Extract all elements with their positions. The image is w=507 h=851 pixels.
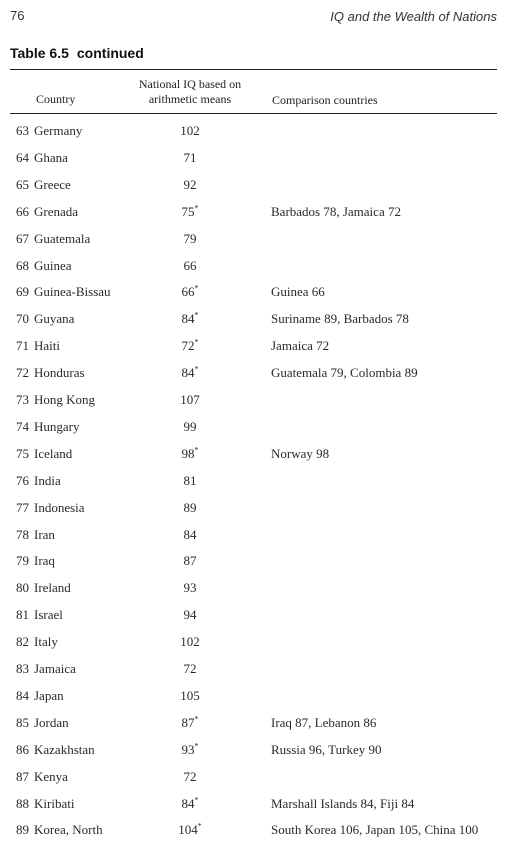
row-number: 63 (16, 123, 29, 138)
iq-value-cell (160, 607, 220, 623)
table-row (0, 419, 507, 446)
table-row (0, 392, 507, 419)
estimate-marker: * (194, 741, 199, 751)
iq-value-cell (160, 742, 220, 758)
iq-value: 84 (181, 311, 195, 327)
iq-value-cell (160, 150, 220, 166)
country-name: Iran (34, 526, 55, 542)
iq-value: 92 (183, 176, 197, 192)
estimate-marker: * (194, 310, 199, 320)
country-name: Guinea (34, 257, 72, 273)
iq-value-cell (160, 365, 220, 381)
iq-value: 102 (180, 634, 200, 650)
iq-value: 98 (181, 445, 195, 461)
iq-value-cell (160, 688, 220, 704)
country-name: Kiribati (34, 795, 75, 811)
estimate-marker: * (197, 822, 202, 832)
estimate-marker: * (194, 364, 199, 374)
iq-value-cell (160, 580, 220, 596)
estimate-marker: * (194, 284, 199, 294)
iq-value-cell (160, 204, 220, 220)
estimate-marker: * (194, 337, 199, 347)
comparison-countries: Norway 98 (271, 445, 330, 461)
iq-value: 84 (181, 795, 195, 811)
country-name: Honduras (34, 365, 85, 381)
estimate-marker: * (194, 445, 199, 455)
iq-value-cell (160, 338, 220, 354)
header-country: Country (36, 92, 76, 106)
table-row (0, 150, 507, 177)
table-row (0, 177, 507, 204)
header-iq-line1: National IQ based on (138, 77, 242, 91)
country-name: Jamaica (34, 661, 76, 676)
row-number: 73 (16, 392, 29, 407)
iq-value-cell (160, 392, 220, 408)
row-number: 67 (16, 230, 29, 246)
iq-value: 71 (183, 149, 197, 165)
iq-value: 107 (180, 392, 200, 407)
row-number: 68 (16, 257, 29, 273)
iq-value: 79 (183, 230, 197, 246)
iq-value: 75 (181, 203, 195, 219)
comparison-countries: South Korea 106, Japan 105, China 100 (271, 822, 479, 838)
row-number: 77 (16, 499, 29, 515)
country-name: Haiti (34, 338, 60, 354)
country-name: Jordan (34, 714, 69, 730)
iq-value: 66 (181, 284, 195, 300)
table-row (0, 607, 507, 634)
row-number: 74 (16, 418, 29, 434)
country-name: Iceland (34, 445, 73, 461)
row-number: 85 (16, 714, 29, 730)
row-number: 80 (16, 580, 29, 596)
iq-value: 105 (180, 687, 200, 703)
row-number: 84 (16, 687, 29, 703)
estimate-marker: * (194, 795, 199, 805)
table-row (0, 553, 507, 580)
row-number: 66 (16, 203, 29, 219)
comparison-countries: Iraq 87, Lebanon 86 (271, 714, 377, 730)
iq-value-cell (160, 419, 220, 435)
table-row (0, 446, 507, 473)
country-name: Grenada (34, 203, 79, 219)
country-name: Guyana (34, 311, 75, 327)
iq-value: 93 (181, 741, 195, 757)
row-number: 78 (16, 526, 29, 542)
iq-value: 72 (183, 661, 197, 676)
country-name: Hungary (34, 418, 80, 434)
table-row (0, 796, 507, 823)
row-number: 70 (16, 311, 29, 327)
header-iq (120, 77, 260, 107)
country-name: Guatemala (34, 230, 91, 246)
header-rule (10, 113, 497, 114)
row-number: 87 (16, 768, 29, 784)
iq-value-cell (160, 231, 220, 247)
table-row (0, 500, 507, 527)
country-name: Germany (34, 123, 83, 138)
country-name: Greece (34, 176, 71, 192)
iq-value: 84 (183, 526, 197, 542)
iq-value: 72 (181, 338, 195, 354)
table-row (0, 742, 507, 769)
table-row (0, 580, 507, 607)
iq-value: 81 (183, 472, 197, 488)
table-row (0, 688, 507, 715)
row-number: 86 (16, 741, 29, 757)
comparison-countries: Russia 96, Turkey 90 (271, 741, 382, 757)
iq-value-cell (160, 661, 220, 677)
comparison-countries: Suriname 89, Barbados 78 (271, 311, 409, 327)
iq-value: 87 (183, 553, 197, 569)
country-name: Ghana (34, 149, 68, 165)
top-rule (10, 69, 497, 70)
table-row (0, 715, 507, 742)
iq-value-cell (160, 258, 220, 274)
row-number: 65 (16, 176, 29, 192)
table-row (0, 473, 507, 500)
iq-value-cell (160, 634, 220, 650)
iq-value-cell (160, 284, 220, 300)
iq-value-cell (160, 473, 220, 489)
iq-value: 94 (183, 607, 197, 623)
row-number: 89 (16, 822, 29, 838)
table-row (0, 822, 507, 849)
table-row (0, 258, 507, 285)
comparison-countries: Marshall Islands 84, Fiji 84 (271, 795, 415, 811)
iq-value-cell (160, 527, 220, 543)
country-name: India (34, 472, 61, 488)
row-number: 69 (16, 284, 29, 300)
page-number: 76 (10, 8, 25, 23)
iq-value-cell (160, 123, 220, 139)
iq-value-cell (160, 715, 220, 731)
iq-value: 66 (183, 257, 197, 273)
country-name: Guinea-Bissau (34, 284, 111, 300)
comparison-countries: Guatemala 79, Colombia 89 (271, 365, 418, 381)
iq-value-cell (160, 500, 220, 516)
table-row (0, 769, 507, 796)
country-name: Korea, North (34, 822, 103, 838)
country-name: Indonesia (34, 499, 85, 515)
iq-value: 93 (183, 580, 197, 596)
row-number: 81 (16, 607, 29, 623)
iq-value: 89 (183, 499, 197, 515)
table-continued: continued (76, 45, 144, 61)
table-row (0, 204, 507, 231)
country-name: Hong Kong (34, 392, 96, 407)
header-iq-line2: arithmetic means (148, 92, 232, 106)
iq-value-cell (160, 553, 220, 569)
table-row (0, 661, 507, 688)
iq-value-cell (160, 177, 220, 193)
iq-value-cell (160, 446, 220, 462)
iq-value: 99 (183, 418, 197, 434)
row-number: 88 (16, 795, 29, 811)
table-row (0, 284, 507, 311)
comparison-countries: Jamaica 72 (271, 338, 330, 354)
row-number: 71 (16, 338, 29, 354)
estimate-marker: * (194, 203, 199, 213)
country-name: Ireland (34, 580, 71, 596)
country-name: Italy (34, 634, 58, 650)
row-number: 75 (16, 445, 29, 461)
country-name: Kenya (34, 768, 68, 784)
iq-value-cell (160, 796, 220, 812)
table-row (0, 527, 507, 554)
table-row (0, 365, 507, 392)
row-number: 83 (16, 661, 29, 676)
iq-value-cell (160, 769, 220, 785)
iq-value-cell (160, 822, 220, 838)
iq-value: 72 (183, 768, 197, 784)
iq-value: 84 (181, 365, 195, 381)
row-number: 82 (16, 634, 29, 650)
table-row (0, 123, 507, 150)
country-name: Israel (34, 607, 63, 623)
row-number: 79 (16, 553, 29, 569)
table-row (0, 311, 507, 338)
row-number: 64 (16, 149, 29, 165)
iq-value: 102 (180, 123, 200, 138)
row-number: 76 (16, 472, 29, 488)
running-head: IQ and the Wealth of Nations (330, 9, 497, 24)
iq-value: 87 (181, 714, 195, 730)
table-row (0, 634, 507, 661)
comparison-countries: Guinea 66 (271, 284, 325, 300)
table-row (0, 231, 507, 258)
iq-value-cell (160, 311, 220, 327)
row-number: 72 (16, 365, 29, 381)
header-comparison: Comparison countries (272, 93, 378, 107)
country-name: Kazakhstan (34, 741, 95, 757)
country-name: Iraq (34, 553, 55, 569)
estimate-marker: * (194, 714, 199, 724)
table-number: Table 6.5 (10, 45, 69, 61)
table-title (10, 45, 144, 61)
iq-value: 104 (178, 822, 198, 838)
country-name: Japan (34, 687, 64, 703)
comparison-countries: Barbados 78, Jamaica 72 (271, 203, 401, 219)
table-row (0, 338, 507, 365)
